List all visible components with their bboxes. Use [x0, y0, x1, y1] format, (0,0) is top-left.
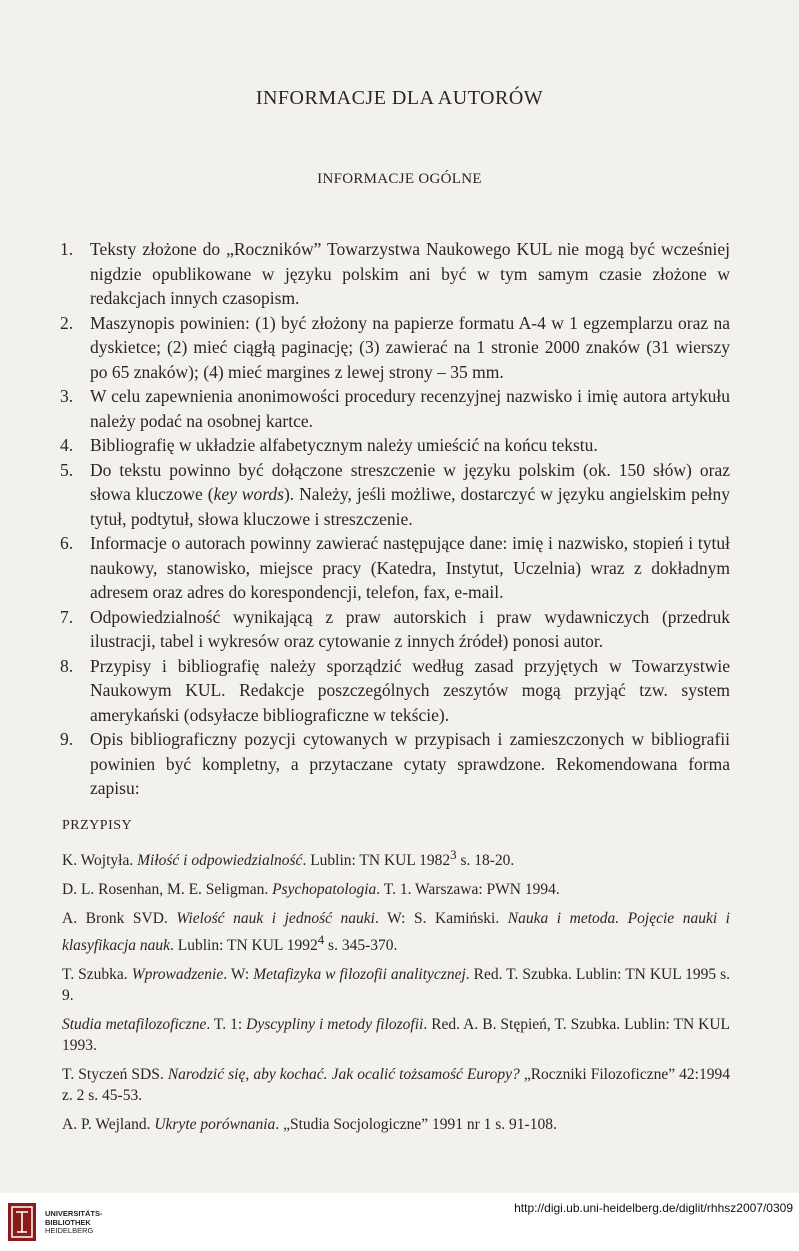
item-text: Teksty złożone do „Roczników” Towarzystwa Naukowego KUL nie mogą być wcześniej nigdzie opublikowane w języku polskim ani być w tym samym czasie złożone w redakcjach innych czasopism.: [90, 239, 730, 308]
item-number: 3.: [60, 386, 74, 406]
footnotes-heading: PRZYPISY: [62, 818, 133, 833]
list-item: [60, 531, 730, 605]
source-url-link[interactable]: http://digi.ub.uni-heidelberg.de/diglit/rhhsz2007/0309: [514, 1201, 793, 1215]
list-item: [60, 605, 730, 654]
reference-entry: D. L. Rosenhan, M. E. Seligman. Psychopatologia. T. 1. Warszawa: PWN 1994.: [62, 881, 560, 899]
section-title: INFORMACJE OGÓLNE: [317, 171, 482, 187]
item-text: Maszynopis powinien: (1) być złożony na papierze formatu A-4 w 1 egzemplarzu oraz na dyskietce; (2) mieć ciągłą paginację; (3) zawierać na 1 stronie 2000 znaków (31 wierszy po 65 znaków); (4) mieć margines z lewej strony – 35 mm.: [90, 312, 730, 382]
reference-entry: T. Szubka. Wprowadzenie. W: Metafizyka w filozofii analitycznej. Red. T. Szubka. Lublin: TN KUL 1995 s. 9.: [62, 966, 731, 1005]
item-number: 5.: [60, 459, 74, 480]
reference-entry: A. P. Wejland. Ukryte porównania. „Studia Socjologiczne” 1991 nr 1 s. 91-108.: [62, 1116, 557, 1134]
item-text: Odpowiedzialność wynikającą z praw autorskich i praw wydawniczych (przedruk ilustracji, tabel i wykresów oraz cytowanie z innych źródeł) ponosi autor.: [90, 606, 730, 651]
reference-entry: K. Wojtyła. Miłość i odpowiedzialność. Lublin: TN KUL 1982$^3$ s. 18-20.: [62, 847, 515, 870]
item-number: 7.: [60, 606, 74, 627]
list-item: [60, 237, 730, 311]
item-text: Bibliografię w układzie alfabetycznym należy umieścić na końcu tekstu.: [90, 435, 598, 455]
list-item: [60, 654, 730, 728]
reference-entry: A. Bronk SVD. Wielość nauk i jedność nauki. W: S. Kamiński. Nauka i metoda. Pojęcie nauki i klasyfikacja nauk. Lublin: TN KUL 1992$^4$ s. 345-370.: [62, 910, 730, 955]
list-item: [60, 727, 730, 801]
item-text: W celu zapewnienia anonimowości procedury recenzyjnej nazwisko i imię autora artykułu należy podać na osobnej kartce.: [90, 386, 730, 431]
list-item: [60, 384, 730, 433]
item-number: 8.: [60, 655, 74, 676]
item-number: 1.: [60, 239, 74, 259]
list-item: [60, 433, 730, 458]
item-text: Do tekstu powinno być dołączone streszczenie w języku polskim (ok. 150 słów) oraz słowa kluczowe (key words). Należy, jeśli możliwe, dostarczyć w języku angielskim pełny tytuł, podtytuł, słowa kluczowe i streszczenie.: [90, 459, 730, 529]
item-text: Informacje o autorach powinny zawierać następujące dane: imię i nazwisko, stopień i tytuł naukowy, stanowisko, miejsce pracy (Katedra, Instytut, Uczelnia) wraz z dokładnym adresem oraz adres do korespondencji, telefon, fax, e-mail.: [90, 533, 730, 602]
library-logo-text: UNIVERSITÄTS- BIBLIOTHEK HEIDELBERG: [45, 1209, 103, 1235]
item-text: Opis bibliograficzny pozycji cytowanych w przypisach i zamieszczonych w bibliografii powinien być kompletny, a przytaczane cytaty sprawdzone. Rekomendowana forma zapisu:: [90, 729, 730, 798]
item-number: 9.: [60, 729, 74, 749]
list-item: [60, 311, 730, 385]
item-number: 4.: [60, 435, 74, 455]
item-text: Przypisy i bibliografię należy sporządzić według zasad przyjętych w Towarzystwie Naukowym KUL. Redakcje poszczególnych zeszytów mogą przyjąć tzw. system amerykański (odsyłacze bibliograficzne w tekście).: [90, 655, 730, 725]
reference-entry: Studia metafilozoficzne. T. 1: Dyscypliny i metody filozofii. Red. A. B. Stępień, T. Szubka. Lublin: TN KUL 1993.: [62, 1016, 730, 1055]
list-item: [60, 458, 730, 532]
guidelines-list: [60, 237, 730, 801]
library-logo-icon: [8, 1203, 36, 1241]
page-title: INFORMACJE DLA AUTORÓW: [255, 87, 544, 109]
reference-entry: T. Styczeń SDS. Narodzić się, aby kochać. Jak ocalić tożsamość Europy? „Roczniki Filozoficzne” 42:1994 z. 2 s. 45-53.: [62, 1066, 730, 1105]
keywords-italic: key words: [213, 484, 284, 504]
footnote-examples: [62, 818, 730, 1143]
item-number: 6.: [60, 533, 74, 553]
item-number: 2.: [60, 312, 74, 333]
